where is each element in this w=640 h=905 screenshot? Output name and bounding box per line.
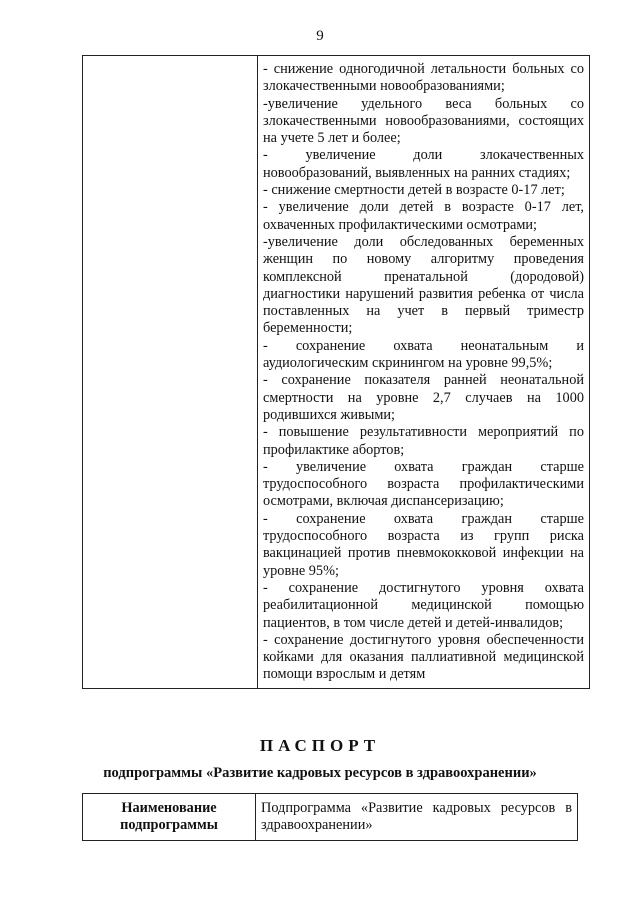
goal-item: - увеличение охвата граждан старше трудоспособного возраста профилактическими осмотрами, включая диспансеризацию; <box>263 458 584 510</box>
row-label: Наименование подпрограммы <box>83 794 256 841</box>
goal-item: - повышение результативности мероприятий по профилактике абортов; <box>263 424 584 458</box>
passport-title: ПАСПОРТ <box>259 736 381 755</box>
row-value: Подпрограмма «Развитие кадровых ресурсов в здравоохранении» <box>256 794 578 841</box>
goal-item: -увеличение удельного веса больных со злокачественными новообразованиями, состоящих на учете 5 лет и более; <box>263 95 584 147</box>
page-number: 9 <box>316 28 324 44</box>
table-row <box>83 794 578 841</box>
goal-item: - сохранение показателя ранней неонатальной смертности на уровне 2,7 случаев на 1000 родившихся живыми; <box>263 372 584 423</box>
goal-item: - сохранение достигнутого уровня охвата реабилитационной медицинской помощью пациентов, в том числе детей и детей-инвалидов; <box>263 579 584 631</box>
goal-item: - снижение смертности детей в возрасте 0-17 лет; <box>263 182 565 199</box>
goal-item: - сохранение охвата граждан старше трудоспособного возраста из групп риска вакцинацией против пневмококковой инфекции на уровне 95%; <box>263 510 584 579</box>
passport-subtitle: подпрограммы «Развитие кадровых ресурсов в здравоохранении» <box>103 765 537 781</box>
goal-item: - снижение одногодичной летальности больных со злокачественными новообразованиями; <box>263 61 584 95</box>
empty-label-cell <box>83 56 258 689</box>
goal-item: - сохранение достигнутого уровня обеспеченности койками для оказания паллиативной медицинской помощи взрослым и детям <box>263 631 584 683</box>
goal-item: -увеличение доли обследованных беременных женщин по новому алгоритму проведения комплексной пренатальной (дородовой) диагностики нарушений развития ребенка от числа поставленных на учет в первый триместр беременности; <box>263 233 584 337</box>
goal-item: - сохранение охвата неонатальным и аудиологическим скринингом на уровне 99,5%; <box>263 337 584 372</box>
program-table-continuation <box>82 55 590 689</box>
expected-results-cell <box>258 56 590 689</box>
passport-table <box>82 793 578 841</box>
goal-item: - увеличение доли детей в возрасте 0-17 лет, охваченных профилактическими осмотрами; <box>263 199 584 233</box>
table-row <box>83 56 590 689</box>
goal-item: - увеличение доли злокачественных новообразований, выявленных на ранних стадиях; <box>263 147 584 181</box>
